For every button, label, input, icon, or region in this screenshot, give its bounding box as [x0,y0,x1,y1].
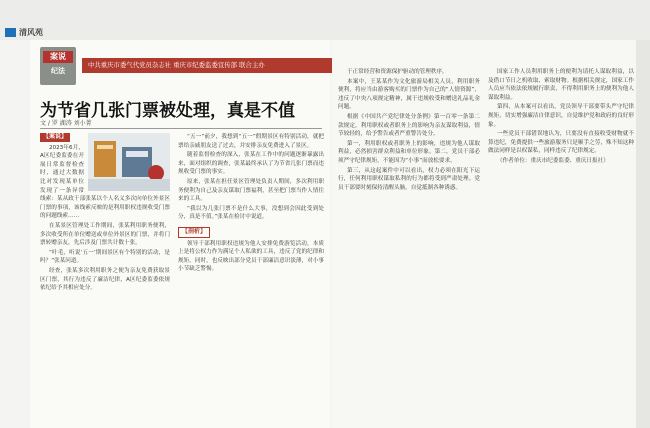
article-title: 为节省几张门票被处理，真是不值 [40,101,295,121]
divider [40,128,322,129]
column-badge [40,47,76,85]
badge-bottom-label: 纪法 [51,67,65,75]
col4-para-4: （作者单位：重庆市纪委监委、重庆日报社） [496,157,609,164]
column-1 [40,133,170,425]
col4-para-3: 一些党员干部错误地认为，只要没有直接收受财物就不算违纪，免费提供一些旅游服务只是顺手之劳，殊不知这种做法同样是以权谋私，同样违反了纪律规定。 [488,131,634,155]
analysis-para: 领导干部利用职权违规为他人安排免费游览活动，本质上是将公权力作为满足个人私欲的工具，违反了党的纪律和规矩。同时，也反映出部分党员干部廉洁意识淡薄，对小事小节缺乏警惕。 [178,240,324,273]
col4-para-1: 国家工作人员利用职务上的便利为请托人谋取利益，以及借口节日之机收取、索取财物。根据相关规定，国家工作人员应当依法依规履行职责，不得利用职务上的便利为他人谋取利益。 [488,69,634,101]
col3-para-1: 于正常经营和资源保护驱动的管理秩序。 [346,69,448,75]
col4-para-2: 第四，从本案可以看出，党员领导干部要带头严守纪律规矩，切实增强廉洁自律意识，自觉维护党和政府的良好形象。 [488,104,634,128]
col3-para-4: 第一，利用职权或者职务上的影响，违规为他人谋取利益，必然损害群众利益和单位形象。第二，党员干部必须严守纪律规矩，不能因为“小事”而放松要求。 [338,140,480,164]
illustration-image [88,133,170,191]
col2-para-4: “我以为几张门票不是什么大事，没想到会因此受到处分，真是不值。”张某在检讨中说道。 [178,205,324,221]
page-edge [636,40,650,428]
illustration-icon [88,133,170,191]
col3-para-2: 本案中，王某某作为文化旅游局相关人员，利用职务便利，将应当由游客购买的门票作为自己的“人情资源”，违反了中央八项规定精神，属于违规收受和赠送礼品礼金问题。 [338,78,480,111]
col1-para-1: 2023年6月，A区纪委监委在开展日常监督检查时，通过大数据比对发现某单位发现了一条异常线索：某从政干部张某以个人名义多次向单位外景区门票的事项，该线索反映的是利用职权违规收受门票的问题线索…… [40,144,170,220]
case-label: 【案说】 [40,133,70,142]
col2-para-2: 随着监督检查的深入，张某在工作中的问题逐渐暴露出来，面对组织的调查，张某最终承认了为节省几张门票而违规收受门票的事实。 [178,152,324,176]
right-page [332,40,650,428]
col1-para-2: 在某景区管理处工作期间，张某利用职务便利，多次收受所在单位赠送或单位外景区的门票，并将门票转赠亲友，先后涉及门票共计数十张。 [40,222,170,247]
col3-para-3: 根据《中国共产党纪律处分条例》第一百零一条第二款规定，利用职权或者职务上的影响为亲友谋取利益，情节较轻的，给予警告或者严重警告处分。 [338,113,480,138]
col2-para-1: “五一”前夕，我想到“五一”假期景区有特别活动，就把票给亲戚朋友送了过去，并安排亲友免费进入了景区。 [178,134,324,149]
col1-para-3: “叶毛，听说‘五一’期间景区有个特别的活动，是吗？”张某问道。 [40,249,170,265]
col2-para-3: 原来，张某在担任景区管理处负责人期间，多次利用职务便利为自己及亲友谋取门票福利，甚至把门票当作人情往来的工具。 [178,178,324,203]
column-4 [488,68,634,424]
analysis-label: 【剖析】 [178,227,210,238]
sponsor-banner: 中共重庆市委气代党员杂志社 重庆市纪委监委宣传部 联合主办 [82,58,332,73]
col1-para-4: 经查，张某多次利用职务之便为亲友免费获取景区门票，其行为违反了廉洁纪律，A区纪委监委依规依纪给予其相应处分。 [40,267,170,292]
top-bar [0,0,650,40]
column-2 [178,133,324,425]
article-author: 文 / 罗 湖涛 刘小菁 [40,120,92,127]
logo-icon [5,28,16,37]
col3-para-5: 第三，从这起案件中可以看出，权力必须在阳光下运行，任何利用职权谋取私利的行为都将受到严肃处理。党员干部要时刻保持清醒头脑，自觉抵制各种诱惑。 [338,167,480,191]
badge-top-label: 案说 [43,51,73,63]
logo-text: 清风苑 [19,28,43,37]
column-3 [338,68,480,424]
left-page [30,40,330,428]
